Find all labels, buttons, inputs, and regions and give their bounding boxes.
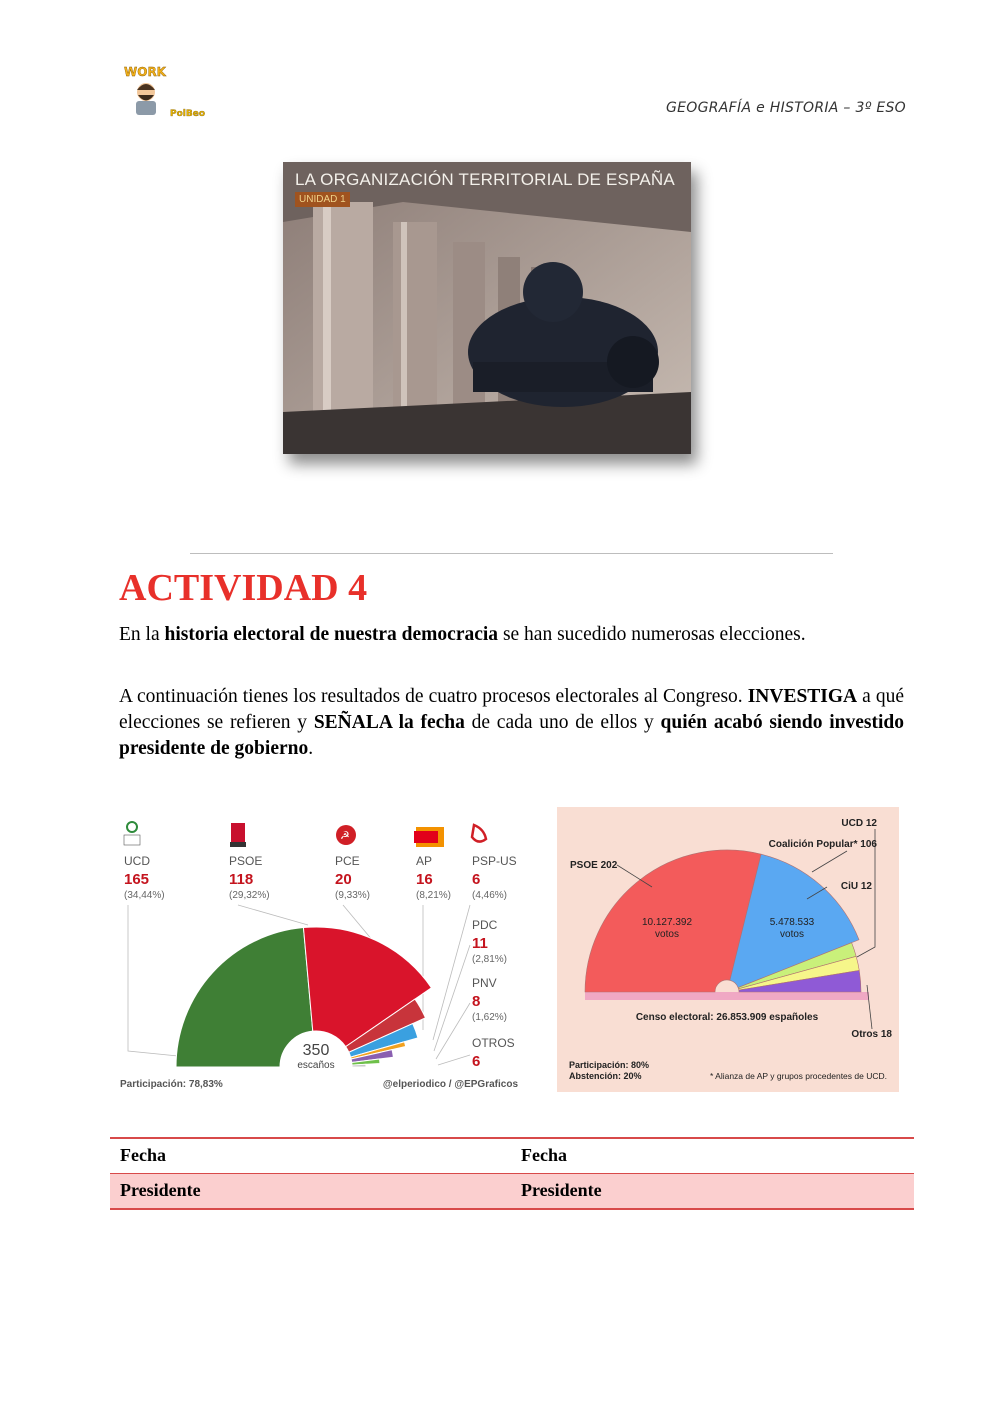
votes-cp-unit: votos bbox=[780, 929, 804, 940]
president-row bbox=[110, 1173, 914, 1210]
text-run: . bbox=[308, 738, 314, 759]
party-name: OTROS bbox=[472, 1036, 515, 1050]
label-ciu: CiU 12 bbox=[840, 881, 872, 892]
date-label-left: Fecha bbox=[120, 1145, 166, 1165]
hemicycle-chart-1 bbox=[118, 815, 528, 1097]
text-run: A continuación tienes los resultados de cuatro procesos electorales al Congreso. bbox=[119, 686, 748, 707]
election-chart-1 bbox=[118, 815, 528, 1097]
label-coalicion: Coalición Popular* 106 bbox=[768, 839, 877, 850]
workpalbeo-logo bbox=[118, 62, 218, 122]
ucd-logo-icon bbox=[124, 822, 140, 845]
census-label: Censo electoral: 26.853.909 españoles bbox=[635, 1012, 819, 1023]
leader-line bbox=[434, 945, 470, 1051]
text-run: se han sucedido numerosas elecciones. bbox=[498, 624, 806, 645]
subject-header: GEOGRAFÍA e HISTORIA – 3º ESO bbox=[666, 100, 906, 116]
abstention-label: Abstención: 20% bbox=[569, 1071, 642, 1081]
cover-image bbox=[283, 162, 691, 454]
leader-line bbox=[812, 851, 847, 872]
text-run: de cada uno de ellos y bbox=[464, 712, 661, 733]
votes-psoe: 10.127.392 bbox=[641, 917, 693, 928]
party-seats: 16 bbox=[416, 871, 433, 888]
logo-word-top: WORK bbox=[124, 65, 166, 79]
party-seats: 165 bbox=[124, 871, 150, 888]
party-percent: (2,81%) bbox=[472, 954, 508, 965]
votes-cp: 5.478.533 bbox=[769, 917, 815, 928]
psoe-logo-icon bbox=[230, 823, 246, 847]
president-label-left: Presidente bbox=[120, 1180, 201, 1200]
cover-subtitle: UNIDAD 1 bbox=[295, 192, 350, 207]
cover-title: LA ORGANIZACIÓN TERRITORIAL DE ESPAÑA bbox=[295, 170, 675, 189]
party-percent: (1,62%) bbox=[472, 1012, 508, 1023]
party-percent: (34,44%) bbox=[124, 890, 165, 901]
bold-run: INVESTIGA bbox=[747, 686, 858, 707]
date-row bbox=[110, 1137, 914, 1173]
party-name: PSOE bbox=[229, 854, 263, 868]
party-percent: (29,32%) bbox=[229, 890, 270, 901]
party-name: PNV bbox=[472, 976, 497, 990]
logo-word-bottom: PolBeo bbox=[170, 109, 206, 119]
leader-line bbox=[438, 1055, 470, 1065]
ap-logo-icon bbox=[414, 827, 444, 847]
president-label-right: Presidente bbox=[521, 1180, 602, 1200]
party-seats: 20 bbox=[335, 871, 352, 888]
party-percent: (4,46%) bbox=[472, 890, 508, 901]
party-name: UCD bbox=[124, 854, 150, 868]
seat-total: 350 bbox=[302, 1042, 330, 1059]
votes-psoe-unit: votos bbox=[655, 929, 679, 940]
psp-us-logo-icon bbox=[472, 825, 486, 842]
svg-text:☭: ☭ bbox=[340, 830, 350, 842]
answer-table bbox=[110, 1137, 914, 1210]
seat-total-label: escaños bbox=[297, 1060, 335, 1071]
source-credit: @elperiodico / @EPGraficos bbox=[382, 1079, 518, 1090]
leader-line bbox=[433, 905, 470, 1040]
bold-run: historia electoral de nuestra democracia bbox=[164, 624, 499, 645]
bold-run: SEÑALA la fecha bbox=[313, 712, 465, 733]
party-seats: 8 bbox=[472, 993, 481, 1010]
party-percent: (8,21%) bbox=[416, 890, 452, 901]
chart-base bbox=[585, 992, 869, 1000]
party-name: PCE bbox=[335, 854, 360, 868]
participation-label: Participación: 78,83% bbox=[120, 1079, 223, 1090]
label-otros: Otros 18 bbox=[851, 1029, 892, 1040]
activity-heading: ACTIVIDAD 4 bbox=[119, 567, 368, 609]
date-label-right: Fecha bbox=[521, 1145, 567, 1165]
party-name: AP bbox=[416, 854, 433, 868]
election-chart-2 bbox=[557, 807, 899, 1092]
label-ucd: UCD 12 bbox=[841, 818, 877, 829]
footnote: * Alianza de AP y grupos procedentes de UCD. bbox=[709, 1071, 887, 1081]
text-run: a qué elecciones se refieren y bbox=[119, 686, 904, 733]
instructions-paragraph bbox=[119, 684, 904, 762]
participation-label: Participación: 80% bbox=[569, 1060, 650, 1070]
party-name: PDC bbox=[472, 918, 498, 932]
leader-line bbox=[867, 985, 872, 1029]
leader-line bbox=[238, 905, 308, 925]
pce-logo-icon bbox=[336, 825, 356, 845]
label-psoe: PSOE 202 bbox=[570, 860, 618, 871]
party-seats: 6 bbox=[472, 1053, 481, 1070]
text-run: En la bbox=[119, 624, 165, 645]
party-seats: 11 bbox=[472, 935, 488, 952]
bold-run: quién acabó siendo investido presidente de gobierno bbox=[119, 712, 904, 759]
party-percent: (9,33%) bbox=[335, 890, 371, 901]
divider-line bbox=[190, 553, 833, 554]
party-seats: 118 bbox=[229, 871, 254, 888]
hemicycle-chart-2 bbox=[557, 807, 899, 1092]
intro-paragraph bbox=[119, 622, 904, 648]
party-name: PSP-US bbox=[472, 854, 517, 868]
seat-slice-otros bbox=[352, 1064, 366, 1067]
party-seats: 6 bbox=[472, 871, 481, 888]
